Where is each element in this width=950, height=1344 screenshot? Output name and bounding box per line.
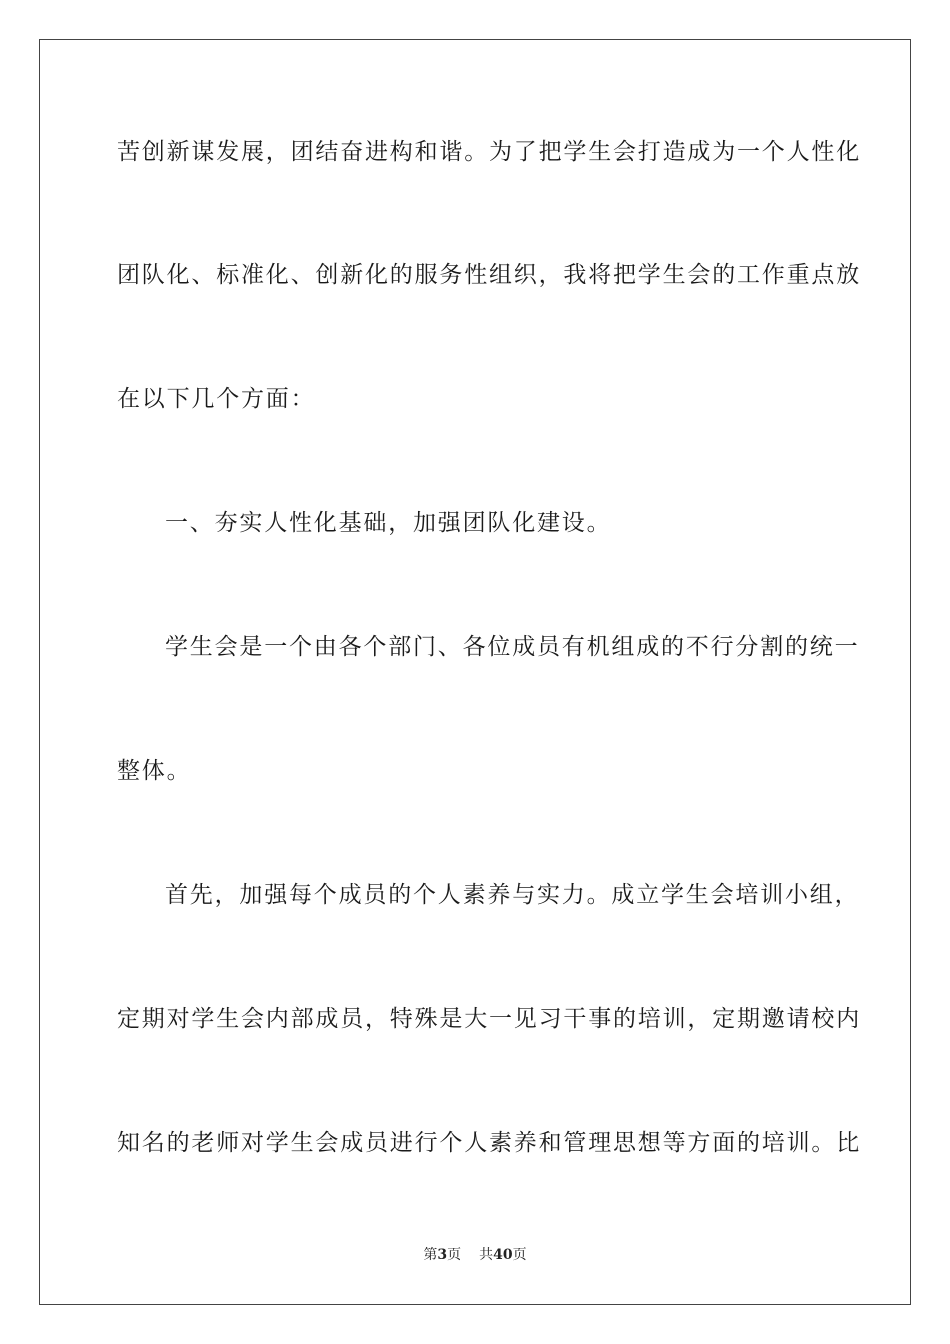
body-line-8: 定期对学生会内部成员，特殊是大一见习干事的培训，定期邀请校内 [117, 1006, 861, 1032]
body-line-7: 首先，加强每个成员的个人素养与实力。成立学生会培训小组， [165, 882, 860, 908]
footer-page-suffix: 页 [447, 1247, 462, 1263]
footer-total-prefix: 共 [479, 1247, 494, 1263]
body-line-9: 知名的老师对学生会成员进行个人素养和管理思想等方面的培训。比 [117, 1130, 861, 1156]
body-line-1: 苦创新谋发展，团结奋进构和谐。为了把学生会打造成为一个人性化 [117, 139, 861, 165]
body-line-2: 团队化、标准化、创新化的服务性组织，我将把学生会的工作重点放 [117, 262, 861, 288]
footer-total-number: 40 [493, 1247, 513, 1263]
body-line-3: 在以下几个方面： [117, 386, 316, 412]
page-footer [0, 1245, 950, 1265]
page-frame [39, 39, 911, 1305]
footer-page-prefix: 第 [423, 1247, 438, 1263]
body-line-5: 学生会是一个由各个部门、各位成员有机组成的不行分割的统一 [165, 634, 860, 660]
body-line-6: 整体。 [117, 758, 192, 784]
section-heading-1: 一、夯实人性化基础，加强团队化建设。 [165, 510, 612, 536]
footer-page-number: 3 [437, 1247, 448, 1263]
footer-total-suffix: 页 [512, 1247, 527, 1263]
